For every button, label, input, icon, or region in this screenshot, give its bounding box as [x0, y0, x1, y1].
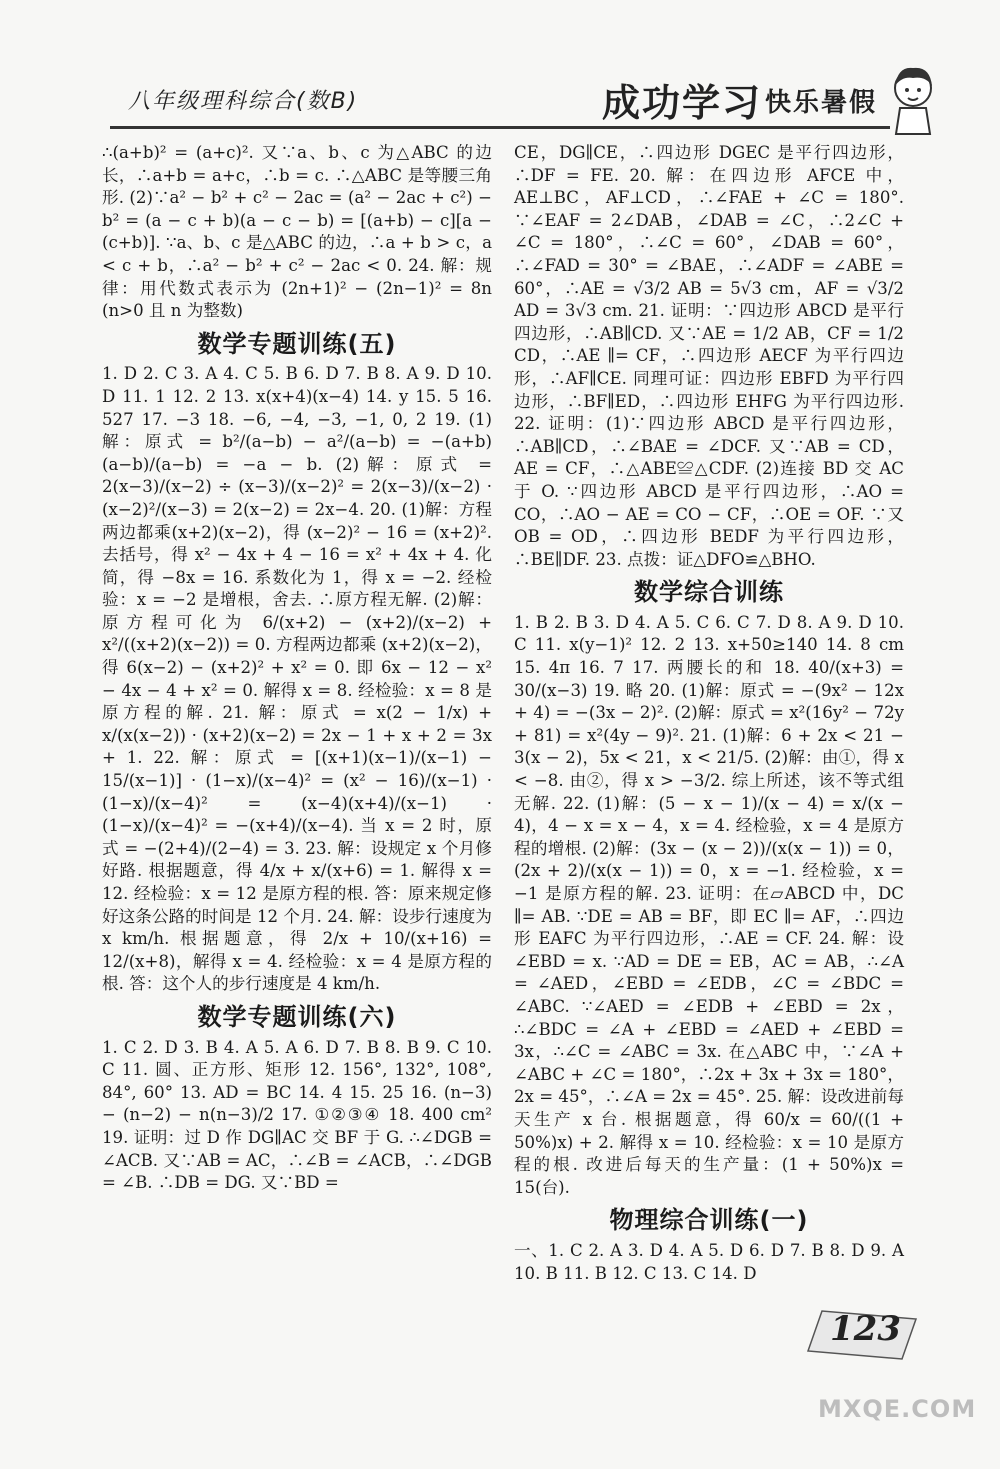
- section-6-answers: 1. C 2. D 3. B 4. A 5. A 6. D 7. B 8. B 9. C 10. C 11. 圆、正方形、矩形 12. 156°, 132°, 108°, 84°, 60° 13. AD = BC 14. 4 15. 25 16. (n−3) − (n−2) − n(n−3)/2 17. ①②③④ 18. 400 cm² 19. 证明：过 D 作 DG∥AC 交 BF 于 G. ∴∠DGB = ∠ACB. 又∵AB = AC，∴∠B = ∠ACB，∴∠DGB = ∠B. ∴DB = DG. 又∵BD =: [102, 1037, 492, 1193]
- page-number-badge: [800, 1305, 920, 1365]
- series-title: 快乐暑假: [765, 88, 878, 118]
- watermark: MXQE.COM: [818, 1395, 977, 1423]
- section-title-6: 数学专题训练(六): [197, 1002, 397, 1031]
- left-column: [102, 142, 492, 1195]
- physics-answers: 一、1. C 2. A 3. D 4. A 5. D 6. D 7. B 8. D 9. A 10. B 11. B 12. C 13. C 14. D: [514, 1240, 904, 1283]
- header-rule: [110, 126, 890, 129]
- page-number: 123: [830, 1309, 901, 1349]
- book-title: 八年级理科综合(数B): [128, 89, 359, 114]
- section-6-continued: CE，DG∥CE，∴四边形 DGEC 是平行四边形，∴DF = FE. 20. 解：在四边形 AFCE 中，AE⊥BC，AF⊥CD，∴∠FAE + ∠C = 180°. ∵∠EAF = 2∠DAB，∠DAB = ∠C，∴2∠C + ∠C = 180°，∴∠C = 60°，∠DAB = 60°，∴∠FAD = 30° = ∠BAE，∴∠ADF = ∠ABE = 60°，∴AE = √3/2 AB = 5√3 cm，AF = √3/2 AD = 3√3 cm. 21. 证明：∵四边形 ABCD 是平行四边形，∴AB∥CD. 又∵AE = 1/2 AB，CF = 1/2 CD，∴AE ∥= CF，∴四边形 AECF 为平行四边形，∴AF∥CE. 同理可证：四边形 EBFD 为平行四边形，∴BF∥ED，∴四边形 EHFG 为平行四边形. 22. 证明：(1)∵四边形 ABCD 是平行四边形，∴AB∥CD，∴∠BAE = ∠DCF. 又∵AB = CD，AE = CF，∴△ABE≌△CDF. (2)连接 BD 交 AC 于 O. ∵四边形 ABCD 是平行四边形，∴AO = CO，∴AO − AE = CO − CF，∴OE = OF. ∵又 OB = OD，∴四边形 BEDF 为平行四边形，∴BE∥DF. 23. 点拨：证△DFO≌△BHO.: [514, 143, 904, 569]
- comprehensive-answers: 1. B 2. B 3. D 4. A 5. C 6. C 7. D 8. A 9. D 10. C 11. x(y−1)² 12. 2 13. x+50≥140 14. 8 cm 15. 4π 16. 7 17. 两腰长的和 18. 40/(x+3) = 30/(x−3) 19. 略 20. (1)解：原式 = −(9x² − 12x + 4) = −(3x − 2)². (2)解：原式 = x²(16y² − 72y + 81) = x²(4y − 9)². 21. (1)解：6 + 2x < 21 − 3(x − 2)，5x < 21，x < 21/5. (2)解：由①，得 x < −8. 由②，得 x > −3/2. 综上所述，该不等式组无解. 22. (1)解：(5 − x − 1)/(x − 4) = x/(x − 4)，4 − x = x − 4，x = 4. 经检验，x = 4 是原方程的增根. (2)解：(3x − (x − 2))/(x(x − 1)) = 0，(2x + 2)/(x(x − 1)) = 0，x = −1. 经检验，x = −1 是原方程的解. 23. 证明：在▱ABCD 中，DC ∥= AB. ∵DE = AB = BF，即 EC ∥= AF，∴四边形 EAFC 为平行四边形，∴AE = CF. 24. 解：设 ∠EBD = x. ∵AD = DE = EB，AC = AB，∴∠A = ∠AED，∠EBD = ∠EDB，∠C = ∠BDC = ∠ABC. ∵∠AED = ∠EDB + ∠EBD = 2x，∴∠BDC = ∠A + ∠EBD = ∠AED + ∠EBD = 3x，∴∠C = ∠ABC = 3x. 在△ABC 中，∵∠A + ∠ABC + ∠C = 180°，∴2x + 3x + 3x = 180°，2x = 45°，∴∠A = 2x = 45°. 25. 解：设改进前每天生产 x 台. 根据题意，得 60/x = 60/((1 + 50%)x) + 2. 解得 x = 10. 经检验：x = 10 是原方程的根. 改进后每天的生产量：(1 + 50%)x = 15(台).: [514, 612, 904, 1197]
- section-title-physics: 物理综合训练(一): [609, 1206, 809, 1235]
- page-header: [0, 0, 1000, 130]
- section-5-answers: 1. D 2. C 3. A 4. C 5. B 6. D 7. B 8. A 9. D 10. D 11. 1 12. 2 13. x(x+4)(x−4) 14. y 15. 5 16. 527 17. −3 18. −6, −4, −3, −1, 0, 2 19. (1)解：原式 = b²/(a−b) − a²/(a−b) = −(a+b)(a−b)/(a−b) = −a − b. (2)解：原式 = 2(x−3)/(x−2) ÷ (x−3)/(x−2)² = 2(x−3)/(x−2) · (x−2)²/(x−3) = 2(x−2) = 2x−4. 20. (1)解：方程两边都乘(x+2)(x−2)，得 (x−2)² − 16 = (x+2)². 去括号，得 x² − 4x + 4 − 16 = x² + 4x + 4. 化简，得 −8x = 16. 系数化为 1，得 x = −2. 经检验：x = −2 是增根，舍去. ∴原方程无解. (2)解：原方程可化为 6/(x+2) − (x+2)/(x−2) + x²/((x+2)(x−2)) = 0. 方程两边都乘 (x+2)(x−2)，得 6(x−2) − (x+2)² + x² = 0. 即 6x − 12 − x² − 4x − 4 + x² = 0. 解得 x = 8. 经检验：x = 8 是原方程的解. 21. 解：原式 = x(2 − 1/x) + x/(x(x−2)) · (x+2)(x−2) = 2x − 1 + x + 2 = 3x + 1. 22. 解：原式 = [(x+1)(x−1)/(x−1) − 15/(x−1)] · (1−x)/(x−4)² = (x² − 16)/(x−1) · (1−x)/(x−4)² = (x−4)(x+4)/(x−1) · (1−x)/(x−4)² = −(x+4)/(x−4). 当 x = 2 时，原式 = −(2+4)/(2−4) = 3. 23. 解：设规定 x 个月修好路. 根据题意，得 4/x + x/(x+6) = 1. 解得 x = 12. 经检验：x = 12 是原方程的根. 答：原来规定修好这条公路的时间是 12 个月. 24. 解：设步行速度为 x km/h. 根据题意，得 2/x + 10/(x+16) = 12/(x+8)，解得 x = 4. 经检验：x = 4 是原方程的根. 答：这个人的步行速度是 4 km/h.: [102, 364, 492, 994]
- section-title-5: 数学专题训练(五): [197, 329, 397, 358]
- brand-title: 成功学习: [602, 81, 763, 125]
- right-column: [514, 142, 904, 1285]
- section-title-comprehensive: 数学综合训练: [634, 578, 784, 607]
- continued-answers: ∴(a+b)² = (a+c)². 又∵a、b、c 为△ABC 的边长，∴a+b = a+c，∴b = c. ∴△ABC 是等腰三角形. (2)∵a² − b² + c² − 2ac = (a² − 2ac + c²) − b² = (a − c + b)(a − c − b) = [(a+b) − c][a − (c+b)]. ∵a、b、c 是△ABC 的边，∴a + b > c，a < c + b，∴a² − b² + c² − 2ac < 0. 24. 解：规律：用代数式表示为 (2n+1)² − (2n−1)² = 8n (n>0 且 n 为整数): [102, 143, 492, 321]
